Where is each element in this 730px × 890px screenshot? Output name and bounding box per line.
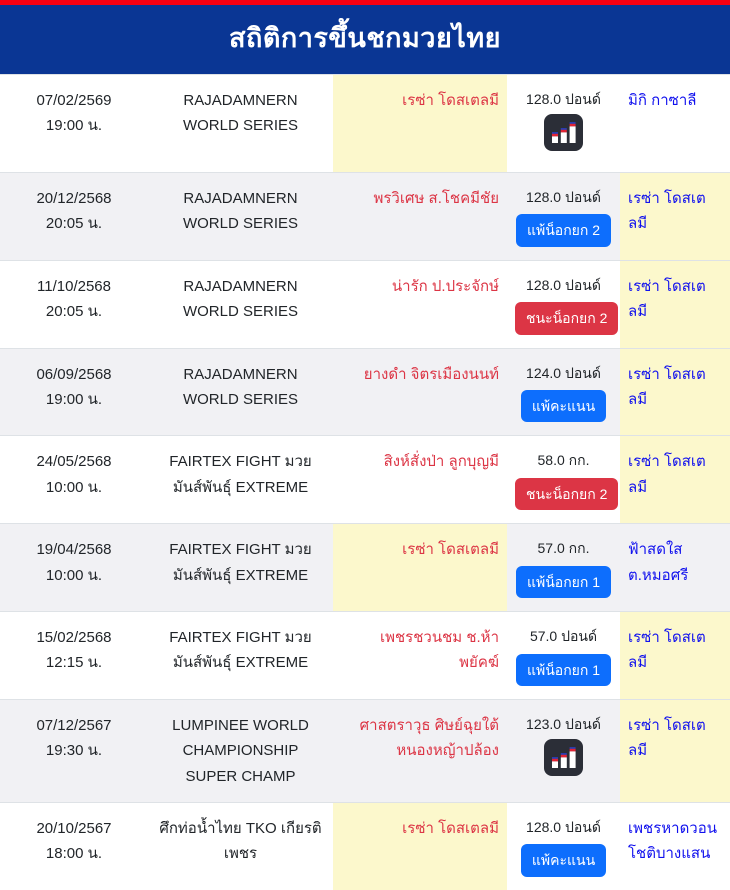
event-cell <box>148 348 333 436</box>
fighter-cell <box>333 75 507 173</box>
fighter-cell <box>333 612 507 700</box>
event-cell <box>148 524 333 612</box>
date-cell <box>0 348 148 436</box>
weight-text: 123.0 ปอนด์ <box>526 716 601 733</box>
date-cell <box>0 75 148 173</box>
result-cell <box>507 612 620 700</box>
event-name: ศึกท่อน้ำไทย TKO เกียรติเพชร <box>159 819 322 862</box>
weight-text: 57.0 กก. <box>537 540 590 557</box>
result-button[interactable]: แพ้น็อกยก 2 <box>516 214 611 246</box>
fight-time: 10:00 น. <box>45 566 103 584</box>
event-cell <box>148 612 333 700</box>
opponent-name-link[interactable]: มิกิ กาซาลี <box>628 92 697 109</box>
opponent-name-link[interactable]: เรซ่า โดสเตลมี <box>628 189 706 232</box>
event-name: RAJADAMNERN WORLD SERIES <box>182 189 299 232</box>
opponent-name-link[interactable]: เรซ่า โดสเตลมี <box>628 453 706 496</box>
fighter-cell <box>333 260 507 348</box>
fighter-name-link[interactable]: ศาสตราวุธ ศิษย์ฉุยใต้หนองหญ้าปล้อง <box>359 717 499 760</box>
weight-text: 58.0 กก. <box>537 452 590 469</box>
fight-time: 12:15 น. <box>45 654 103 672</box>
fighter-cell <box>333 524 507 612</box>
weight-text: 57.0 ปอนด์ <box>529 628 598 645</box>
result-cell <box>507 436 620 524</box>
fight-row <box>0 172 730 260</box>
fighter-cell <box>333 700 507 803</box>
date-cell <box>0 172 148 260</box>
result-button[interactable]: แพ้น็อกยก 1 <box>516 566 611 598</box>
event-cell <box>148 75 333 173</box>
result-button[interactable]: แพ้คะแนน <box>521 844 606 876</box>
fight-date: 20/10/2567 <box>36 819 112 837</box>
event-name: LUMPINEE WORLD CHAMPIONSHIP SUPER CHAMP <box>172 717 309 785</box>
stats-chart-button[interactable] <box>544 739 583 776</box>
result-button[interactable]: ชนะน็อกยก 2 <box>515 478 618 510</box>
weight-text: 128.0 ปอนด์ <box>526 276 601 293</box>
fighter-cell <box>333 172 507 260</box>
result-cell <box>507 260 620 348</box>
event-name: RAJADAMNERN WORLD SERIES <box>182 92 299 135</box>
opponent-cell <box>620 260 730 348</box>
fight-row <box>0 802 730 889</box>
fight-date: 20/12/2568 <box>36 189 112 207</box>
weight-text: 128.0 ปอนด์ <box>526 818 601 835</box>
event-cell <box>148 802 333 889</box>
opponent-name-link[interactable]: เรซ่า โดสเตลมี <box>628 629 706 672</box>
result-cell <box>507 802 620 889</box>
fight-row <box>0 348 730 436</box>
date-cell <box>0 802 148 889</box>
fight-row <box>0 524 730 612</box>
event-name: RAJADAMNERN WORLD SERIES <box>182 277 299 320</box>
opponent-cell <box>620 172 730 260</box>
result-button[interactable]: ชนะน็อกยก 2 <box>515 302 618 334</box>
event-cell <box>148 700 333 803</box>
date-cell <box>0 436 148 524</box>
date-cell <box>0 260 148 348</box>
opponent-cell <box>620 436 730 524</box>
opponent-cell <box>620 75 730 173</box>
fighter-name-link[interactable]: เพชรชวนชม ช.ห้าพยัคฆ์ <box>379 629 499 672</box>
result-cell <box>507 172 620 260</box>
fighter-name-link[interactable]: เรซ่า โดสเตลมี <box>402 819 499 837</box>
event-cell <box>148 436 333 524</box>
weight-text: 128.0 ปอนด์ <box>526 188 601 205</box>
fight-stats-table <box>0 74 730 890</box>
fighter-name-link[interactable]: เรซ่า โดสเตลมี <box>402 541 499 559</box>
opponent-cell <box>620 524 730 612</box>
fight-time: 19:30 น. <box>45 742 103 760</box>
opponent-name-link[interactable]: เรซ่า โดสเตลมี <box>628 365 706 408</box>
opponent-name-link[interactable]: ฟ้าสดใส ต.หมอศรี <box>628 541 689 584</box>
page-title: สถิติการขึ้นชกมวยไทย <box>0 5 730 74</box>
fight-date: 24/05/2568 <box>36 453 112 471</box>
fighter-name-link[interactable]: สิงห์สั่งป่า ลูกบุญมี <box>383 453 499 471</box>
result-cell <box>507 348 620 436</box>
fight-time: 20:05 น. <box>45 214 103 232</box>
fight-row <box>0 612 730 700</box>
fighter-cell <box>333 802 507 889</box>
result-button[interactable]: แพ้น็อกยก 1 <box>516 654 611 686</box>
fight-date: 15/02/2568 <box>36 629 112 647</box>
event-name: FAIRTEX FIGHT มวยมันส์พันธุ์ EXTREME <box>169 629 312 672</box>
opponent-cell <box>620 700 730 803</box>
stats-chart-button[interactable] <box>544 114 583 151</box>
date-cell <box>0 524 148 612</box>
fight-row <box>0 75 730 173</box>
fighter-name-link[interactable]: เรซ่า โดสเตลมี <box>402 92 499 109</box>
result-cell <box>507 75 620 173</box>
date-cell <box>0 700 148 803</box>
bar-chart-icon <box>544 114 583 151</box>
fight-time: 19:00 น. <box>45 117 103 135</box>
fight-date: 11/10/2568 <box>37 277 111 295</box>
opponent-name-link[interactable]: เรซ่า โดสเตลมี <box>628 277 706 320</box>
event-cell <box>148 172 333 260</box>
opponent-cell <box>620 612 730 700</box>
event-name: FAIRTEX FIGHT มวยมันส์พันธุ์ EXTREME <box>169 453 312 496</box>
opponent-cell <box>620 348 730 436</box>
fight-row <box>0 700 730 803</box>
event-cell <box>148 260 333 348</box>
fight-time: 19:00 น. <box>45 390 103 408</box>
bar-chart-icon <box>544 739 583 776</box>
opponent-name-link[interactable]: เรซ่า โดสเตลมี <box>628 717 706 760</box>
weight-text: 128.0 ปอนด์ <box>526 91 601 107</box>
opponent-name-link[interactable]: เพชรหาดวอน โชติบางแสน <box>628 819 717 862</box>
fight-date: 06/09/2568 <box>36 365 112 383</box>
result-button[interactable]: แพ้คะแนน <box>521 390 606 422</box>
fighter-name-link[interactable]: น่ารัก ป.ประจักษ์ <box>391 277 499 295</box>
fight-row <box>0 436 730 524</box>
fight-date: 07/02/2569 <box>36 92 112 109</box>
fight-time: 20:05 น. <box>45 302 103 320</box>
weight-text: 124.0 ปอนด์ <box>526 364 601 381</box>
fighter-cell <box>333 348 507 436</box>
fight-time: 10:00 น. <box>45 478 103 496</box>
fight-date: 19/04/2568 <box>36 541 112 559</box>
fight-time: 18:00 น. <box>45 844 103 862</box>
fight-date: 07/12/2567 <box>36 717 112 735</box>
result-cell <box>507 700 620 803</box>
event-name: RAJADAMNERN WORLD SERIES <box>182 365 299 408</box>
opponent-cell <box>620 802 730 889</box>
date-cell <box>0 612 148 700</box>
event-name: FAIRTEX FIGHT มวยมันส์พันธุ์ EXTREME <box>169 541 312 584</box>
fighter-cell <box>333 436 507 524</box>
result-cell <box>507 524 620 612</box>
fighter-name-link[interactable]: พรวิเศษ ส.โชคมีชัย <box>373 189 499 207</box>
fight-row <box>0 260 730 348</box>
fight-table-body <box>0 75 730 890</box>
fighter-name-link[interactable]: ยางดำ จิตรเมืองนนท์ <box>363 365 499 383</box>
